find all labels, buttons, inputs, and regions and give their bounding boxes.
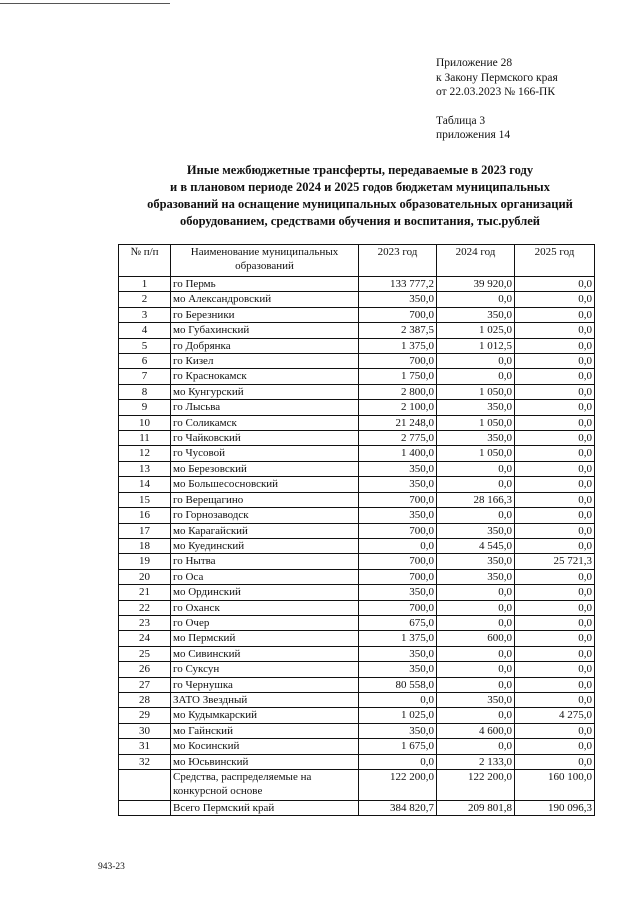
appendix-line: Приложение 28 bbox=[436, 57, 513, 69]
row-2023: 80 558,0 bbox=[359, 677, 437, 692]
row-name: мо Губахинский bbox=[171, 323, 359, 338]
row-num: 16 bbox=[119, 508, 171, 523]
row-2024: 350,0 bbox=[437, 569, 515, 584]
row-2024: 1 012,5 bbox=[437, 338, 515, 353]
table-row bbox=[119, 585, 595, 600]
row-name: го Чернушка bbox=[171, 677, 359, 692]
row-2023: 2 100,0 bbox=[359, 400, 437, 415]
row-2025: 0,0 bbox=[515, 384, 595, 399]
table-appendix-line: приложения 14 bbox=[436, 129, 511, 141]
table-row bbox=[119, 354, 595, 369]
row-num: 3 bbox=[119, 307, 171, 322]
total-2023: 384 820,7 bbox=[359, 801, 437, 816]
row-2025: 0,0 bbox=[515, 400, 595, 415]
document-title bbox=[120, 162, 600, 230]
row-2025: 0,0 bbox=[515, 677, 595, 692]
row-2025: 0,0 bbox=[515, 631, 595, 646]
row-2024: 4 545,0 bbox=[437, 538, 515, 553]
competitive-2025: 160 100,0 bbox=[515, 770, 595, 801]
row-2023: 133 777,2 bbox=[359, 277, 437, 292]
row-name: го Оханск bbox=[171, 600, 359, 615]
table-row bbox=[119, 692, 595, 707]
row-name: го Добрянка bbox=[171, 338, 359, 353]
row-2023: 700,0 bbox=[359, 354, 437, 369]
row-num: 29 bbox=[119, 708, 171, 723]
row-2023: 1 675,0 bbox=[359, 739, 437, 754]
row-2023: 350,0 bbox=[359, 292, 437, 307]
row-2024: 0,0 bbox=[437, 662, 515, 677]
row-name: го Горнозаводск bbox=[171, 508, 359, 523]
row-2023: 675,0 bbox=[359, 615, 437, 630]
row-2024: 28 166,3 bbox=[437, 492, 515, 507]
table-row bbox=[119, 754, 595, 769]
row-2025: 0,0 bbox=[515, 292, 595, 307]
row-num: 9 bbox=[119, 400, 171, 415]
row-num: 10 bbox=[119, 415, 171, 430]
row-name: го Пермь bbox=[171, 277, 359, 292]
row-2023: 0,0 bbox=[359, 692, 437, 707]
row-num: 17 bbox=[119, 523, 171, 538]
table-row bbox=[119, 615, 595, 630]
total-2024: 209 801,8 bbox=[437, 801, 515, 816]
row-2024: 4 600,0 bbox=[437, 723, 515, 738]
row-name: мо Большесосновский bbox=[171, 477, 359, 492]
row-2023: 0,0 bbox=[359, 754, 437, 769]
row-num: 24 bbox=[119, 631, 171, 646]
row-2025: 0,0 bbox=[515, 415, 595, 430]
row-2025: 4 275,0 bbox=[515, 708, 595, 723]
table-row bbox=[119, 646, 595, 661]
row-2024: 0,0 bbox=[437, 708, 515, 723]
row-num: 7 bbox=[119, 369, 171, 384]
footer-code: 943-23 bbox=[98, 862, 125, 872]
table-row bbox=[119, 523, 595, 538]
row-2024: 350,0 bbox=[437, 523, 515, 538]
row-2024: 1 050,0 bbox=[437, 415, 515, 430]
row-2023: 700,0 bbox=[359, 307, 437, 322]
row-2023: 700,0 bbox=[359, 523, 437, 538]
row-2024: 0,0 bbox=[437, 585, 515, 600]
row-2024: 0,0 bbox=[437, 292, 515, 307]
table-row bbox=[119, 307, 595, 322]
row-num: 26 bbox=[119, 662, 171, 677]
header-name: Наименование муниципальных образований bbox=[171, 245, 359, 277]
row-2023: 350,0 bbox=[359, 662, 437, 677]
row-2024: 0,0 bbox=[437, 354, 515, 369]
table-row bbox=[119, 600, 595, 615]
row-2024: 0,0 bbox=[437, 369, 515, 384]
row-name: го Березники bbox=[171, 307, 359, 322]
competitive-2024: 122 200,0 bbox=[437, 770, 515, 801]
row-num: 11 bbox=[119, 431, 171, 446]
title-line-2: и в плановом периоде 2024 и 2025 годов бюджетам муниципальных bbox=[170, 180, 550, 194]
row-name: го Краснокамск bbox=[171, 369, 359, 384]
row-name: го Чайковский bbox=[171, 431, 359, 446]
row-2025: 0,0 bbox=[515, 569, 595, 584]
row-2025: 0,0 bbox=[515, 446, 595, 461]
row-num: 22 bbox=[119, 600, 171, 615]
row-name: мо Пермский bbox=[171, 631, 359, 646]
table-row bbox=[119, 431, 595, 446]
row-name: мо Кунгурский bbox=[171, 384, 359, 399]
date-line: от 22.03.2023 № 166-ПК bbox=[436, 86, 556, 98]
row-2023: 350,0 bbox=[359, 461, 437, 476]
row-name: го Суксун bbox=[171, 662, 359, 677]
row-name: мо Александровский bbox=[171, 292, 359, 307]
row-num: 32 bbox=[119, 754, 171, 769]
row-2024: 1 050,0 bbox=[437, 446, 515, 461]
row-2025: 0,0 bbox=[515, 477, 595, 492]
table-row bbox=[119, 538, 595, 553]
row-name: мо Юсьвинский bbox=[171, 754, 359, 769]
row-2024: 350,0 bbox=[437, 692, 515, 707]
top-scan-line bbox=[0, 3, 170, 4]
table-row bbox=[119, 477, 595, 492]
row-2023: 2 800,0 bbox=[359, 384, 437, 399]
row-2025: 0,0 bbox=[515, 323, 595, 338]
row-2024: 600,0 bbox=[437, 631, 515, 646]
row-2023: 1 375,0 bbox=[359, 631, 437, 646]
appendix-header bbox=[436, 56, 558, 143]
row-2024: 350,0 bbox=[437, 400, 515, 415]
row-num: 4 bbox=[119, 323, 171, 338]
table-row bbox=[119, 277, 595, 292]
row-name: мо Гайнский bbox=[171, 723, 359, 738]
row-num: 30 bbox=[119, 723, 171, 738]
total-row bbox=[119, 801, 595, 816]
table-row bbox=[119, 384, 595, 399]
row-2024: 39 920,0 bbox=[437, 277, 515, 292]
row-2024: 0,0 bbox=[437, 615, 515, 630]
row-2025: 0,0 bbox=[515, 585, 595, 600]
title-line-1: Иные межбюджетные трансферты, передаваемые в 2023 году bbox=[186, 163, 534, 177]
row-2025: 0,0 bbox=[515, 338, 595, 353]
row-num: 14 bbox=[119, 477, 171, 492]
row-2023: 700,0 bbox=[359, 569, 437, 584]
table-row bbox=[119, 631, 595, 646]
total-num bbox=[119, 801, 171, 816]
row-2023: 2 387,5 bbox=[359, 323, 437, 338]
row-2025: 0,0 bbox=[515, 461, 595, 476]
row-num: 18 bbox=[119, 538, 171, 553]
table-line: Таблица 3 bbox=[436, 114, 486, 127]
row-2025: 0,0 bbox=[515, 492, 595, 507]
row-2024: 0,0 bbox=[437, 600, 515, 615]
row-2024: 0,0 bbox=[437, 461, 515, 476]
row-2023: 350,0 bbox=[359, 723, 437, 738]
row-num: 15 bbox=[119, 492, 171, 507]
row-2025: 0,0 bbox=[515, 615, 595, 630]
row-2025: 0,0 bbox=[515, 369, 595, 384]
row-name: мо Карагайский bbox=[171, 523, 359, 538]
row-name: го Лысьва bbox=[171, 400, 359, 415]
row-num: 28 bbox=[119, 692, 171, 707]
table-row bbox=[119, 338, 595, 353]
table-row bbox=[119, 677, 595, 692]
table-row bbox=[119, 492, 595, 507]
competitive-num bbox=[119, 770, 171, 801]
row-2023: 350,0 bbox=[359, 508, 437, 523]
header-num: № п/п bbox=[119, 245, 171, 277]
table-body bbox=[119, 277, 595, 770]
competitive-name: Средства, распределяемые на конкурсной основе bbox=[171, 770, 359, 801]
row-2024: 1 025,0 bbox=[437, 323, 515, 338]
row-2023: 350,0 bbox=[359, 477, 437, 492]
title-line-3: образований на оснащение муниципальных образовательных организаций bbox=[147, 197, 573, 211]
row-2023: 1 375,0 bbox=[359, 338, 437, 353]
row-2023: 0,0 bbox=[359, 538, 437, 553]
total-name: Всего Пермский край bbox=[171, 801, 359, 816]
row-2025: 0,0 bbox=[515, 646, 595, 661]
row-num: 5 bbox=[119, 338, 171, 353]
table-row bbox=[119, 708, 595, 723]
row-2023: 700,0 bbox=[359, 600, 437, 615]
row-num: 8 bbox=[119, 384, 171, 399]
row-2025: 0,0 bbox=[515, 508, 595, 523]
row-num: 20 bbox=[119, 569, 171, 584]
row-2025: 0,0 bbox=[515, 754, 595, 769]
table-row bbox=[119, 292, 595, 307]
row-name: мо Куединский bbox=[171, 538, 359, 553]
row-name: мо Сивинский bbox=[171, 646, 359, 661]
row-2023: 700,0 bbox=[359, 554, 437, 569]
row-2023: 2 775,0 bbox=[359, 431, 437, 446]
row-name: го Очер bbox=[171, 615, 359, 630]
row-name: го Кизел bbox=[171, 354, 359, 369]
row-name: мо Косинский bbox=[171, 739, 359, 754]
row-2024: 1 050,0 bbox=[437, 384, 515, 399]
table-row bbox=[119, 369, 595, 384]
row-num: 21 bbox=[119, 585, 171, 600]
row-2023: 21 248,0 bbox=[359, 415, 437, 430]
row-2025: 0,0 bbox=[515, 723, 595, 738]
table-row bbox=[119, 446, 595, 461]
row-num: 27 bbox=[119, 677, 171, 692]
row-2024: 0,0 bbox=[437, 677, 515, 692]
row-2024: 350,0 bbox=[437, 307, 515, 322]
row-2023: 350,0 bbox=[359, 646, 437, 661]
row-2025: 0,0 bbox=[515, 600, 595, 615]
row-2023: 1 750,0 bbox=[359, 369, 437, 384]
row-2024: 350,0 bbox=[437, 554, 515, 569]
row-2024: 0,0 bbox=[437, 646, 515, 661]
row-2025: 25 721,3 bbox=[515, 554, 595, 569]
row-num: 23 bbox=[119, 615, 171, 630]
row-2024: 0,0 bbox=[437, 508, 515, 523]
header-2025: 2025 год bbox=[515, 245, 595, 277]
row-num: 13 bbox=[119, 461, 171, 476]
row-name: мо Березовский bbox=[171, 461, 359, 476]
row-num: 19 bbox=[119, 554, 171, 569]
row-2025: 0,0 bbox=[515, 662, 595, 677]
row-name: го Оса bbox=[171, 569, 359, 584]
row-name: го Чусовой bbox=[171, 446, 359, 461]
table-row bbox=[119, 415, 595, 430]
table-row bbox=[119, 569, 595, 584]
table-row bbox=[119, 508, 595, 523]
row-2023: 1 025,0 bbox=[359, 708, 437, 723]
table-row bbox=[119, 400, 595, 415]
table-row bbox=[119, 461, 595, 476]
row-2025: 0,0 bbox=[515, 307, 595, 322]
title-line-4: оборудованием, средствами обучения и воспитания, тыс.рублей bbox=[179, 214, 541, 228]
row-name: ЗАТО Звездный bbox=[171, 692, 359, 707]
law-line: к Закону Пермского края bbox=[436, 71, 558, 84]
table-row bbox=[119, 554, 595, 569]
row-num: 12 bbox=[119, 446, 171, 461]
table-row bbox=[119, 662, 595, 677]
row-num: 6 bbox=[119, 354, 171, 369]
row-num: 2 bbox=[119, 292, 171, 307]
row-2025: 0,0 bbox=[515, 354, 595, 369]
row-name: мо Кудымкарский bbox=[171, 708, 359, 723]
row-2024: 2 133,0 bbox=[437, 754, 515, 769]
row-2025: 0,0 bbox=[515, 431, 595, 446]
row-2025: 0,0 bbox=[515, 277, 595, 292]
header-2023: 2023 год bbox=[359, 245, 437, 277]
row-2025: 0,0 bbox=[515, 739, 595, 754]
row-2024: 0,0 bbox=[437, 477, 515, 492]
row-2023: 350,0 bbox=[359, 585, 437, 600]
table-header-row bbox=[119, 245, 595, 277]
table-row bbox=[119, 323, 595, 338]
total-2025: 190 096,3 bbox=[515, 801, 595, 816]
row-2024: 0,0 bbox=[437, 739, 515, 754]
row-num: 31 bbox=[119, 739, 171, 754]
row-name: го Нытва bbox=[171, 554, 359, 569]
transfers-table bbox=[118, 244, 595, 816]
table-row bbox=[119, 723, 595, 738]
row-name: го Соликамск bbox=[171, 415, 359, 430]
row-2025: 0,0 bbox=[515, 692, 595, 707]
row-2025: 0,0 bbox=[515, 538, 595, 553]
row-num: 1 bbox=[119, 277, 171, 292]
row-2023: 1 400,0 bbox=[359, 446, 437, 461]
row-2023: 700,0 bbox=[359, 492, 437, 507]
row-name: го Верещагино bbox=[171, 492, 359, 507]
row-2025: 0,0 bbox=[515, 523, 595, 538]
header-2024: 2024 год bbox=[437, 245, 515, 277]
row-name: мо Ординский bbox=[171, 585, 359, 600]
row-num: 25 bbox=[119, 646, 171, 661]
competitive-2023: 122 200,0 bbox=[359, 770, 437, 801]
competitive-row bbox=[119, 770, 595, 801]
row-2024: 350,0 bbox=[437, 431, 515, 446]
table-row bbox=[119, 739, 595, 754]
